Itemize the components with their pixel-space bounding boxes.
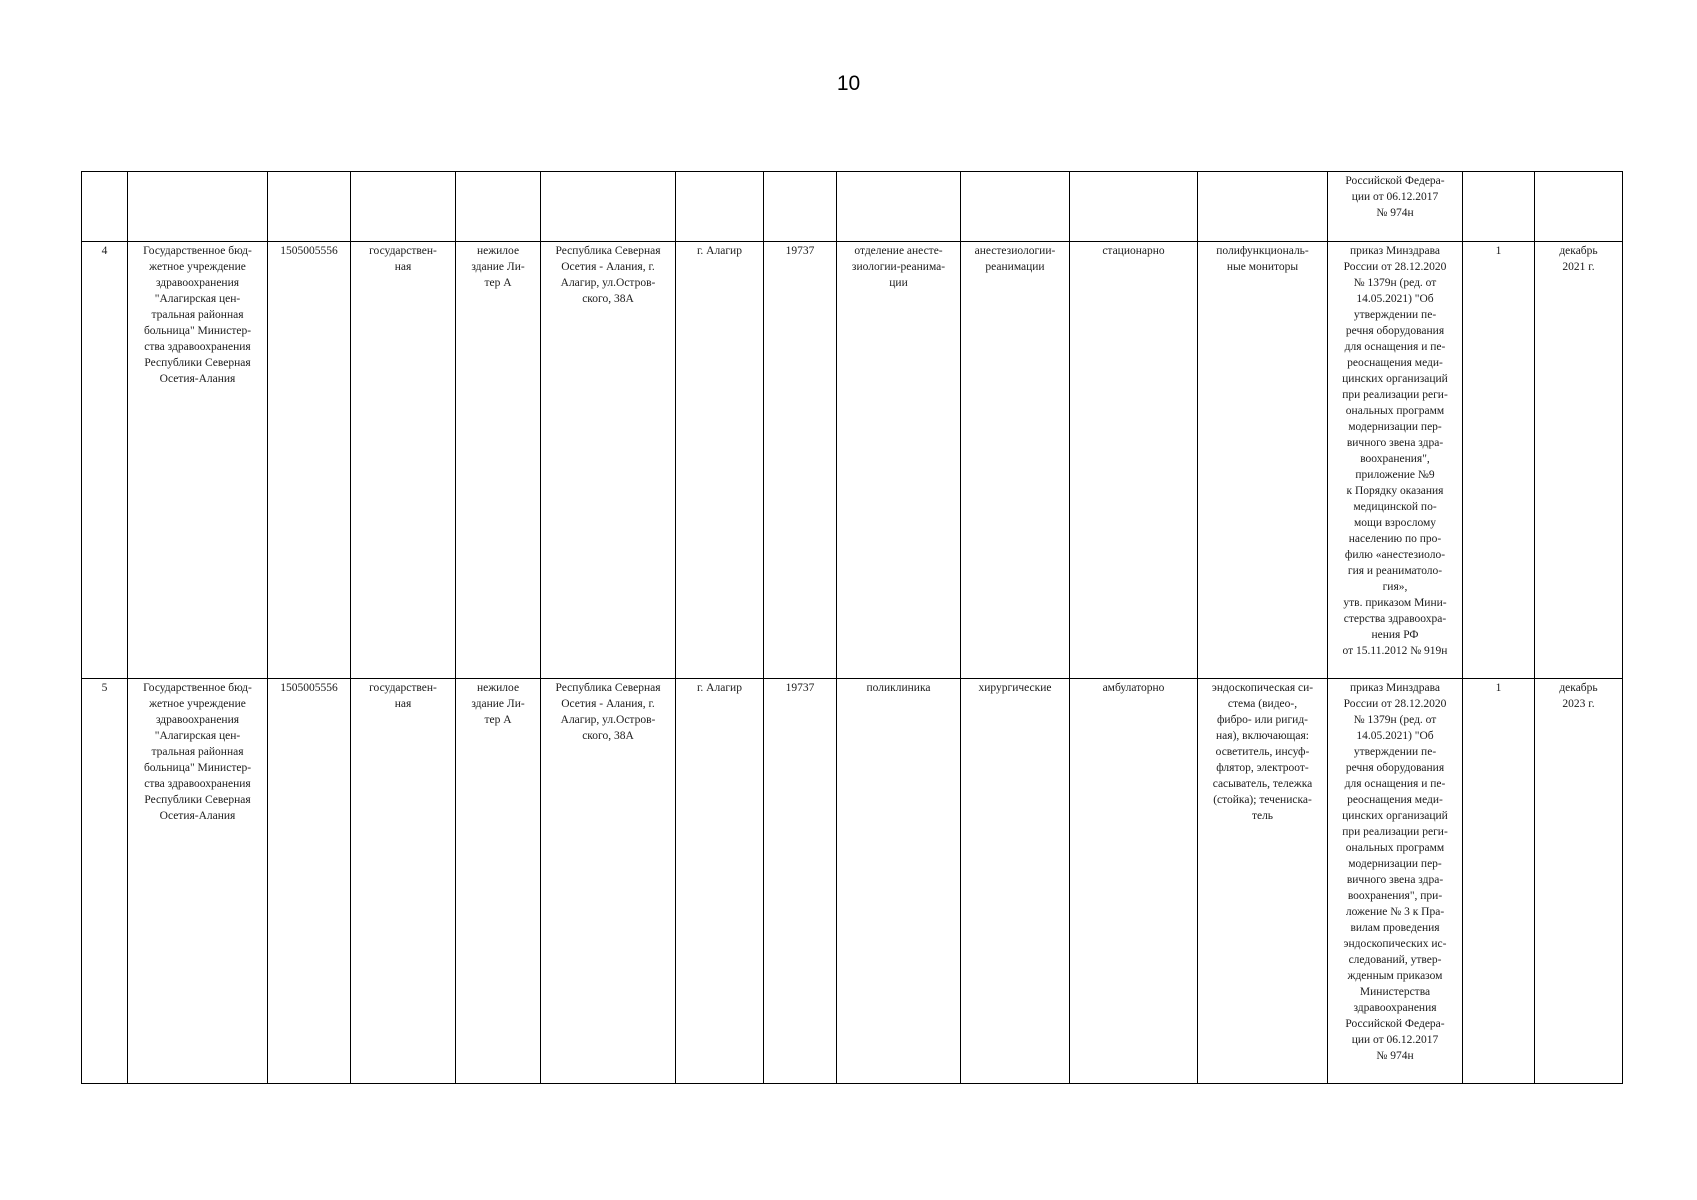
cell-quantity <box>1463 172 1535 242</box>
cell-care-form: амбулаторно <box>1070 679 1198 1084</box>
cell-quantity: 1 <box>1463 679 1535 1084</box>
cell-care-form: стационарно <box>1070 242 1198 679</box>
cell-org <box>128 172 268 242</box>
cell-ownership: государствен- ная <box>351 242 456 679</box>
cell-address: Республика Северная Осетия - Алания, г. Алагир, ул.Остров- ского, 38А <box>541 242 676 679</box>
cell-code <box>764 172 837 242</box>
table-row-continuation <box>82 172 1623 242</box>
cell-building: нежилое здание Ли- тер А <box>456 242 541 679</box>
table-row <box>82 242 1623 679</box>
cell-care-form <box>1070 172 1198 242</box>
cell-deadline: декабрь 2021 г. <box>1535 242 1623 679</box>
page-number: 10 <box>836 72 861 95</box>
cell-ownership <box>351 172 456 242</box>
cell-deadline <box>1535 172 1623 242</box>
equipment-registry-table <box>81 171 1623 1084</box>
cell-code: 19737 <box>764 679 837 1084</box>
cell-code: 19737 <box>764 242 837 679</box>
cell-inn: 1505005556 <box>268 242 351 679</box>
cell-building <box>456 172 541 242</box>
table-row <box>82 679 1623 1084</box>
cell-org: Государственное бюд- жетное учреждение здравоохранения "Алагирская цен- тральная районная больница" Министер- ства здравоохранения Республики Северная Осетия-Алания <box>128 242 268 679</box>
cell-num <box>82 172 128 242</box>
cell-legal-basis: Российской Федера- ции от 06.12.2017 № 974н <box>1328 172 1463 242</box>
cell-equipment: полифункциональ- ные мониторы <box>1198 242 1328 679</box>
cell-legal-basis: приказ Минздрава России от 28.12.2020 № 1379н (ред. от 14.05.2021) "Об утверждении пе- речня оборудования для оснащения и пе- реоснащения меди- цинских организаций при реализации реги- ональных программ модернизации пер- вичного звена здра- воохранения", приложение №9 к Порядку оказания медицинской по- мощи взрослому населению по про- филю «анестезиоло- гия и реаниматоло- гия», утв. приказом Мини- стерства здравоохра- нения РФ от 15.11.2012 № 919н <box>1328 242 1463 679</box>
cell-address <box>541 172 676 242</box>
cell-inn <box>268 172 351 242</box>
cell-city <box>676 172 764 242</box>
cell-profile <box>961 172 1070 242</box>
cell-city: г. Алагир <box>676 679 764 1084</box>
cell-ownership: государствен- ная <box>351 679 456 1084</box>
cell-legal-basis: приказ Минздрава России от 28.12.2020 № 1379н (ред. от 14.05.2021) "Об утверждении пе- речня оборудования для оснащения и пе- реоснащения меди- цинских организаций при реализации реги- ональных программ модернизации пер- вичного звена здра- воохранения", при- ложение № 3 к Пра- вилам проведения эндоскопических ис- следований, утвер- жденным приказом Министерства здравоохранения Российской Федера- ции от 06.12.2017 № 974н <box>1328 679 1463 1084</box>
cell-department: поликлиника <box>837 679 961 1084</box>
cell-quantity: 1 <box>1463 242 1535 679</box>
cell-num: 5 <box>82 679 128 1084</box>
cell-deadline: декабрь 2023 г. <box>1535 679 1623 1084</box>
cell-profile: хирургические <box>961 679 1070 1084</box>
cell-num: 4 <box>82 242 128 679</box>
cell-building: нежилое здание Ли- тер А <box>456 679 541 1084</box>
cell-department: отделение анесте- зиологии-реанима- ции <box>837 242 961 679</box>
cell-equipment: эндоскопическая си- стема (видео-, фибро- или ригид- ная), включающая: осветитель, инсуф- флятор, электроот- сасыватель, тележка (стойка); течениска- тель <box>1198 679 1328 1084</box>
cell-equipment <box>1198 172 1328 242</box>
cell-address: Республика Северная Осетия - Алания, г. Алагир, ул.Остров- ского, 38А <box>541 679 676 1084</box>
cell-city: г. Алагир <box>676 242 764 679</box>
cell-inn: 1505005556 <box>268 679 351 1084</box>
cell-department <box>837 172 961 242</box>
cell-org: Государственное бюд- жетное учреждение здравоохранения "Алагирская цен- тральная районная больница" Министер- ства здравоохранения Республики Северная Осетия-Алания <box>128 679 268 1084</box>
cell-profile: анестезиологии- реанимации <box>961 242 1070 679</box>
